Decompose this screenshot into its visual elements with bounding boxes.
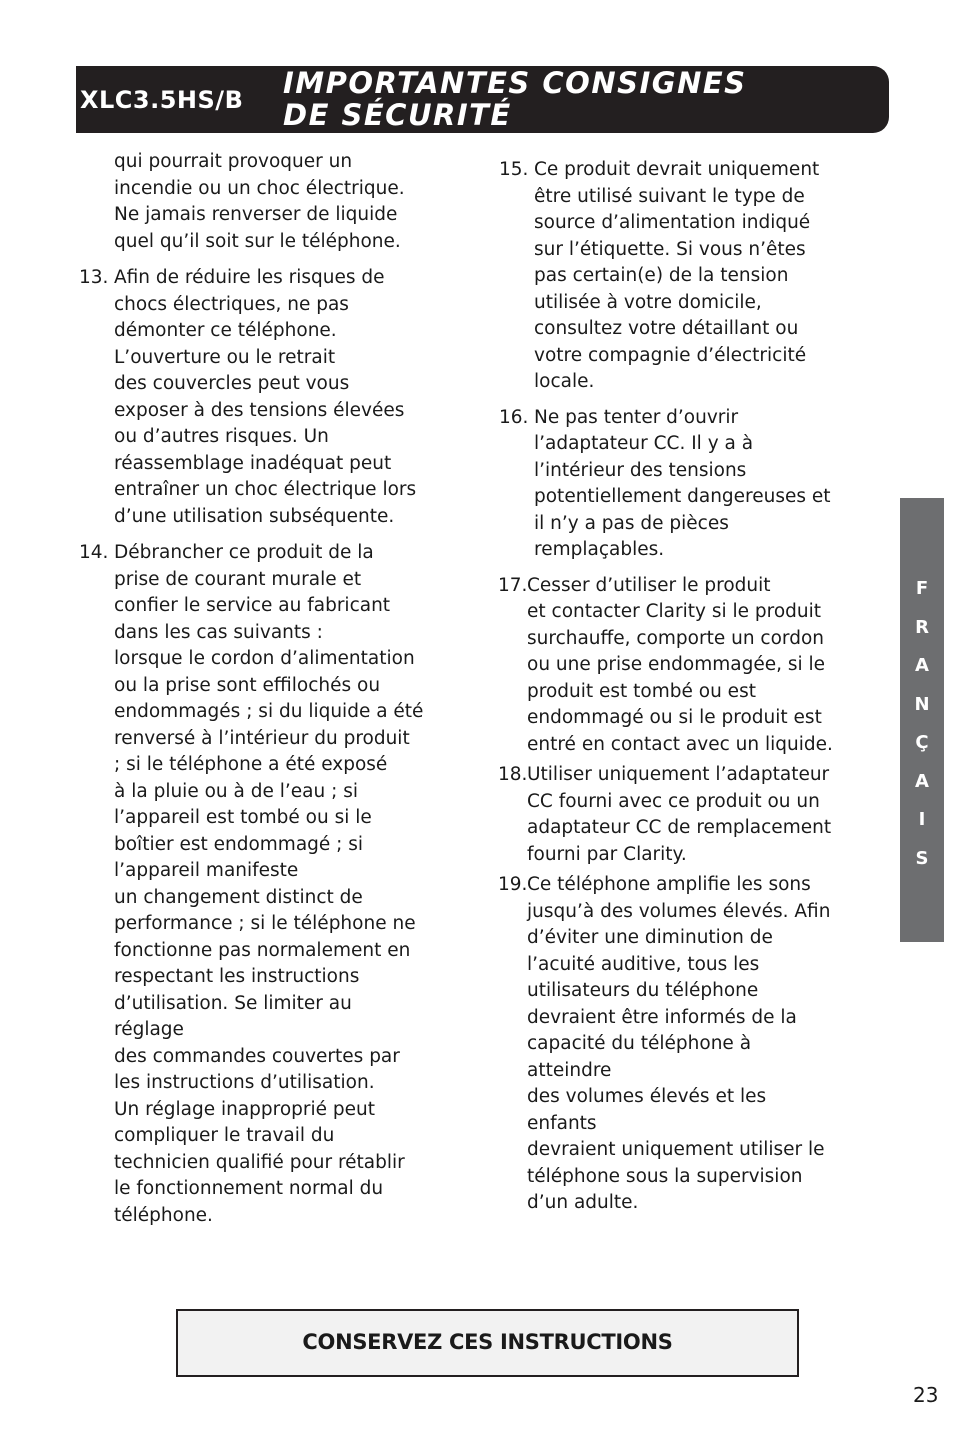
text-line: Débrancher ce produit de la	[114, 542, 374, 563]
text-line: fonctionne pas normalement en	[114, 939, 411, 961]
text-line: il n’y a pas de pièces	[534, 512, 729, 534]
safety-item	[79, 265, 424, 530]
text-line: utilisateurs du téléphone	[527, 980, 759, 1001]
tab-letter: A	[915, 655, 929, 676]
text-line: réassemblage inadéquat peut	[114, 452, 392, 474]
title-line-1: IMPORTANTES CONSIGNES	[283, 66, 747, 100]
save-instructions-text: CONSERVEZ CES INSTRUCTIONS	[302, 1330, 673, 1354]
text-line: entré en contact avec un liquide.	[527, 733, 833, 755]
item-number: 14.	[79, 542, 109, 563]
text-line: adaptateur CC de remplacement	[527, 817, 832, 838]
language-tab	[900, 498, 944, 942]
safety-item	[499, 157, 834, 396]
item-number: 15.	[499, 159, 529, 180]
tab-letter: I	[918, 809, 926, 830]
text-line: incendie ou un choc électrique.	[114, 177, 405, 199]
text-line: utilisée à votre domicile,	[534, 291, 762, 313]
text-line: respectant les instructions	[114, 966, 360, 987]
item-number: 16.	[499, 406, 529, 428]
text-line: qui pourrait provoquer un	[114, 151, 353, 172]
save-instructions-box	[176, 1309, 799, 1377]
text-line: endommagés ; si du liquide a été	[114, 701, 424, 722]
text-line: locale.	[534, 371, 595, 392]
text-line: Un réglage inapproprié peut	[114, 1098, 376, 1120]
text-line: l’adaptateur CC. Il y a à	[534, 433, 754, 454]
text-line: pas certain(e) de la tension	[534, 265, 789, 286]
item-number: 17.	[498, 574, 528, 596]
text-line: CC fourni avec ce produit ou un	[527, 790, 820, 812]
text-line: renversé à l’intérieur du produit	[114, 727, 410, 749]
text-line: ou d’autres risques. Un	[114, 426, 329, 447]
safety-item	[498, 573, 834, 759]
text-line: devraient uniquement utiliser le	[527, 1139, 825, 1160]
text-line: être utilisé suivant le type de	[534, 185, 805, 207]
text-line: des couvercles peut vous	[114, 373, 350, 394]
text-line: un changement distinct de	[114, 886, 363, 908]
model-number: XLC3.5HS/B	[80, 86, 244, 114]
item-number: 19.	[498, 874, 528, 895]
text-line: les instructions d’utilisation.	[114, 1072, 375, 1093]
text-line: technicien qualifié pour rétablir	[114, 1151, 405, 1173]
text-line: ; si le téléphone a été exposé	[114, 754, 388, 775]
text-line: Utiliser uniquement l’adaptateur	[527, 764, 830, 785]
tab-letter: A	[915, 770, 929, 792]
text-line: d’utilisation. Se limiter au réglage	[114, 992, 352, 1040]
text-line: lorsque le cordon d’alimentation	[114, 648, 415, 669]
text-line: compliquer le travail du	[114, 1125, 335, 1146]
continued-paragraph	[114, 149, 424, 255]
text-line: Ce produit devrait uniquement	[534, 159, 820, 180]
tab-letter: N	[914, 693, 930, 715]
safety-item	[79, 540, 424, 1229]
text-line: sur l’étiquette. Si vous n’êtes	[534, 238, 806, 260]
text-line: des commandes couvertes par	[114, 1045, 400, 1067]
tab-letter: Ç	[915, 732, 929, 753]
text-line: Ce téléphone amplifie les sons	[527, 874, 811, 895]
tab-letter: F	[915, 578, 929, 599]
text-line: démonter ce téléphone.	[114, 320, 337, 341]
item-number: 13.	[79, 267, 109, 288]
title-line-2: DE SÉCURITÉ	[283, 98, 512, 132]
text-line: le fonctionnement normal du	[114, 1178, 384, 1199]
text-line: quel qu’il soit sur le téléphone.	[114, 230, 401, 252]
text-line: endommagé ou si le produit est	[527, 707, 822, 728]
text-line: remplaçables.	[534, 539, 665, 560]
text-line: L’ouverture ou le retrait	[114, 346, 336, 368]
text-line: Ne pas tenter d’ouvrir	[534, 406, 739, 428]
page-title	[283, 67, 747, 131]
text-line: dans les cas suivants :	[114, 621, 323, 643]
text-line: boîtier est endommagé ; si	[114, 833, 364, 855]
page-number: 23	[913, 1383, 939, 1407]
text-line: jusqu’à des volumes élevés. Afin	[527, 900, 831, 922]
text-line: ou une prise endommagée, si le	[527, 654, 826, 675]
text-line: confier le service au fabricant	[114, 595, 391, 616]
text-line: fourni par Clarity.	[527, 843, 687, 865]
text-line: devraient être informés de la	[527, 1006, 797, 1028]
text-line: prise de courant murale et	[114, 568, 362, 590]
text-line: consultez votre détaillant ou	[534, 318, 799, 339]
text-line: d’éviter une diminution de	[527, 927, 773, 948]
right-column	[498, 147, 834, 1217]
text-line: chocs électriques, ne pas	[114, 293, 349, 315]
text-line: Ne jamais renverser de liquide	[114, 204, 398, 225]
text-line: Cesser d’utiliser le produit	[527, 574, 771, 596]
tab-letter: R	[915, 616, 929, 638]
text-line: capacité du téléphone à atteindre	[527, 1033, 752, 1081]
left-column	[79, 149, 424, 1229]
text-line: l’appareil est tombé ou si le	[114, 807, 372, 828]
text-line: l’appareil manifeste	[114, 860, 299, 881]
text-line: d’un adulte.	[527, 1192, 639, 1213]
text-line: des volumes élevés et les enfants	[527, 1086, 767, 1134]
tab-letter: S	[915, 847, 929, 869]
safety-item	[498, 872, 834, 1217]
text-line: potentiellement dangereuses et	[534, 486, 831, 507]
text-line: votre compagnie d’électricité	[534, 344, 807, 366]
text-line: ou la prise sont effilochés ou	[114, 674, 381, 696]
text-line: performance ; si le téléphone ne	[114, 913, 416, 934]
text-line: téléphone.	[114, 1204, 213, 1226]
text-line: d’une utilisation subséquente.	[114, 505, 395, 527]
text-line: téléphone sous la supervision	[527, 1165, 803, 1187]
text-line: surchauffe, comporte un cordon	[527, 627, 824, 649]
section-header	[76, 66, 889, 133]
text-line: produit est tombé ou est	[527, 680, 756, 702]
safety-item	[498, 762, 834, 868]
text-line: l’intérieur des tensions	[534, 459, 747, 481]
text-line: entraîner un choc électrique lors	[114, 479, 417, 500]
item-number: 18.	[498, 764, 528, 785]
text-line: et contacter Clarity si le produit	[527, 601, 822, 622]
text-line: Afin de réduire les risques de	[114, 267, 385, 288]
safety-item	[499, 405, 834, 564]
text-line: à la pluie ou à de l’eau ; si	[114, 780, 358, 802]
text-line: source d’alimentation indiqué	[534, 212, 811, 233]
text-line: exposer à des tensions élevées	[114, 399, 405, 421]
text-line: l’acuité auditive, tous les	[527, 953, 760, 975]
